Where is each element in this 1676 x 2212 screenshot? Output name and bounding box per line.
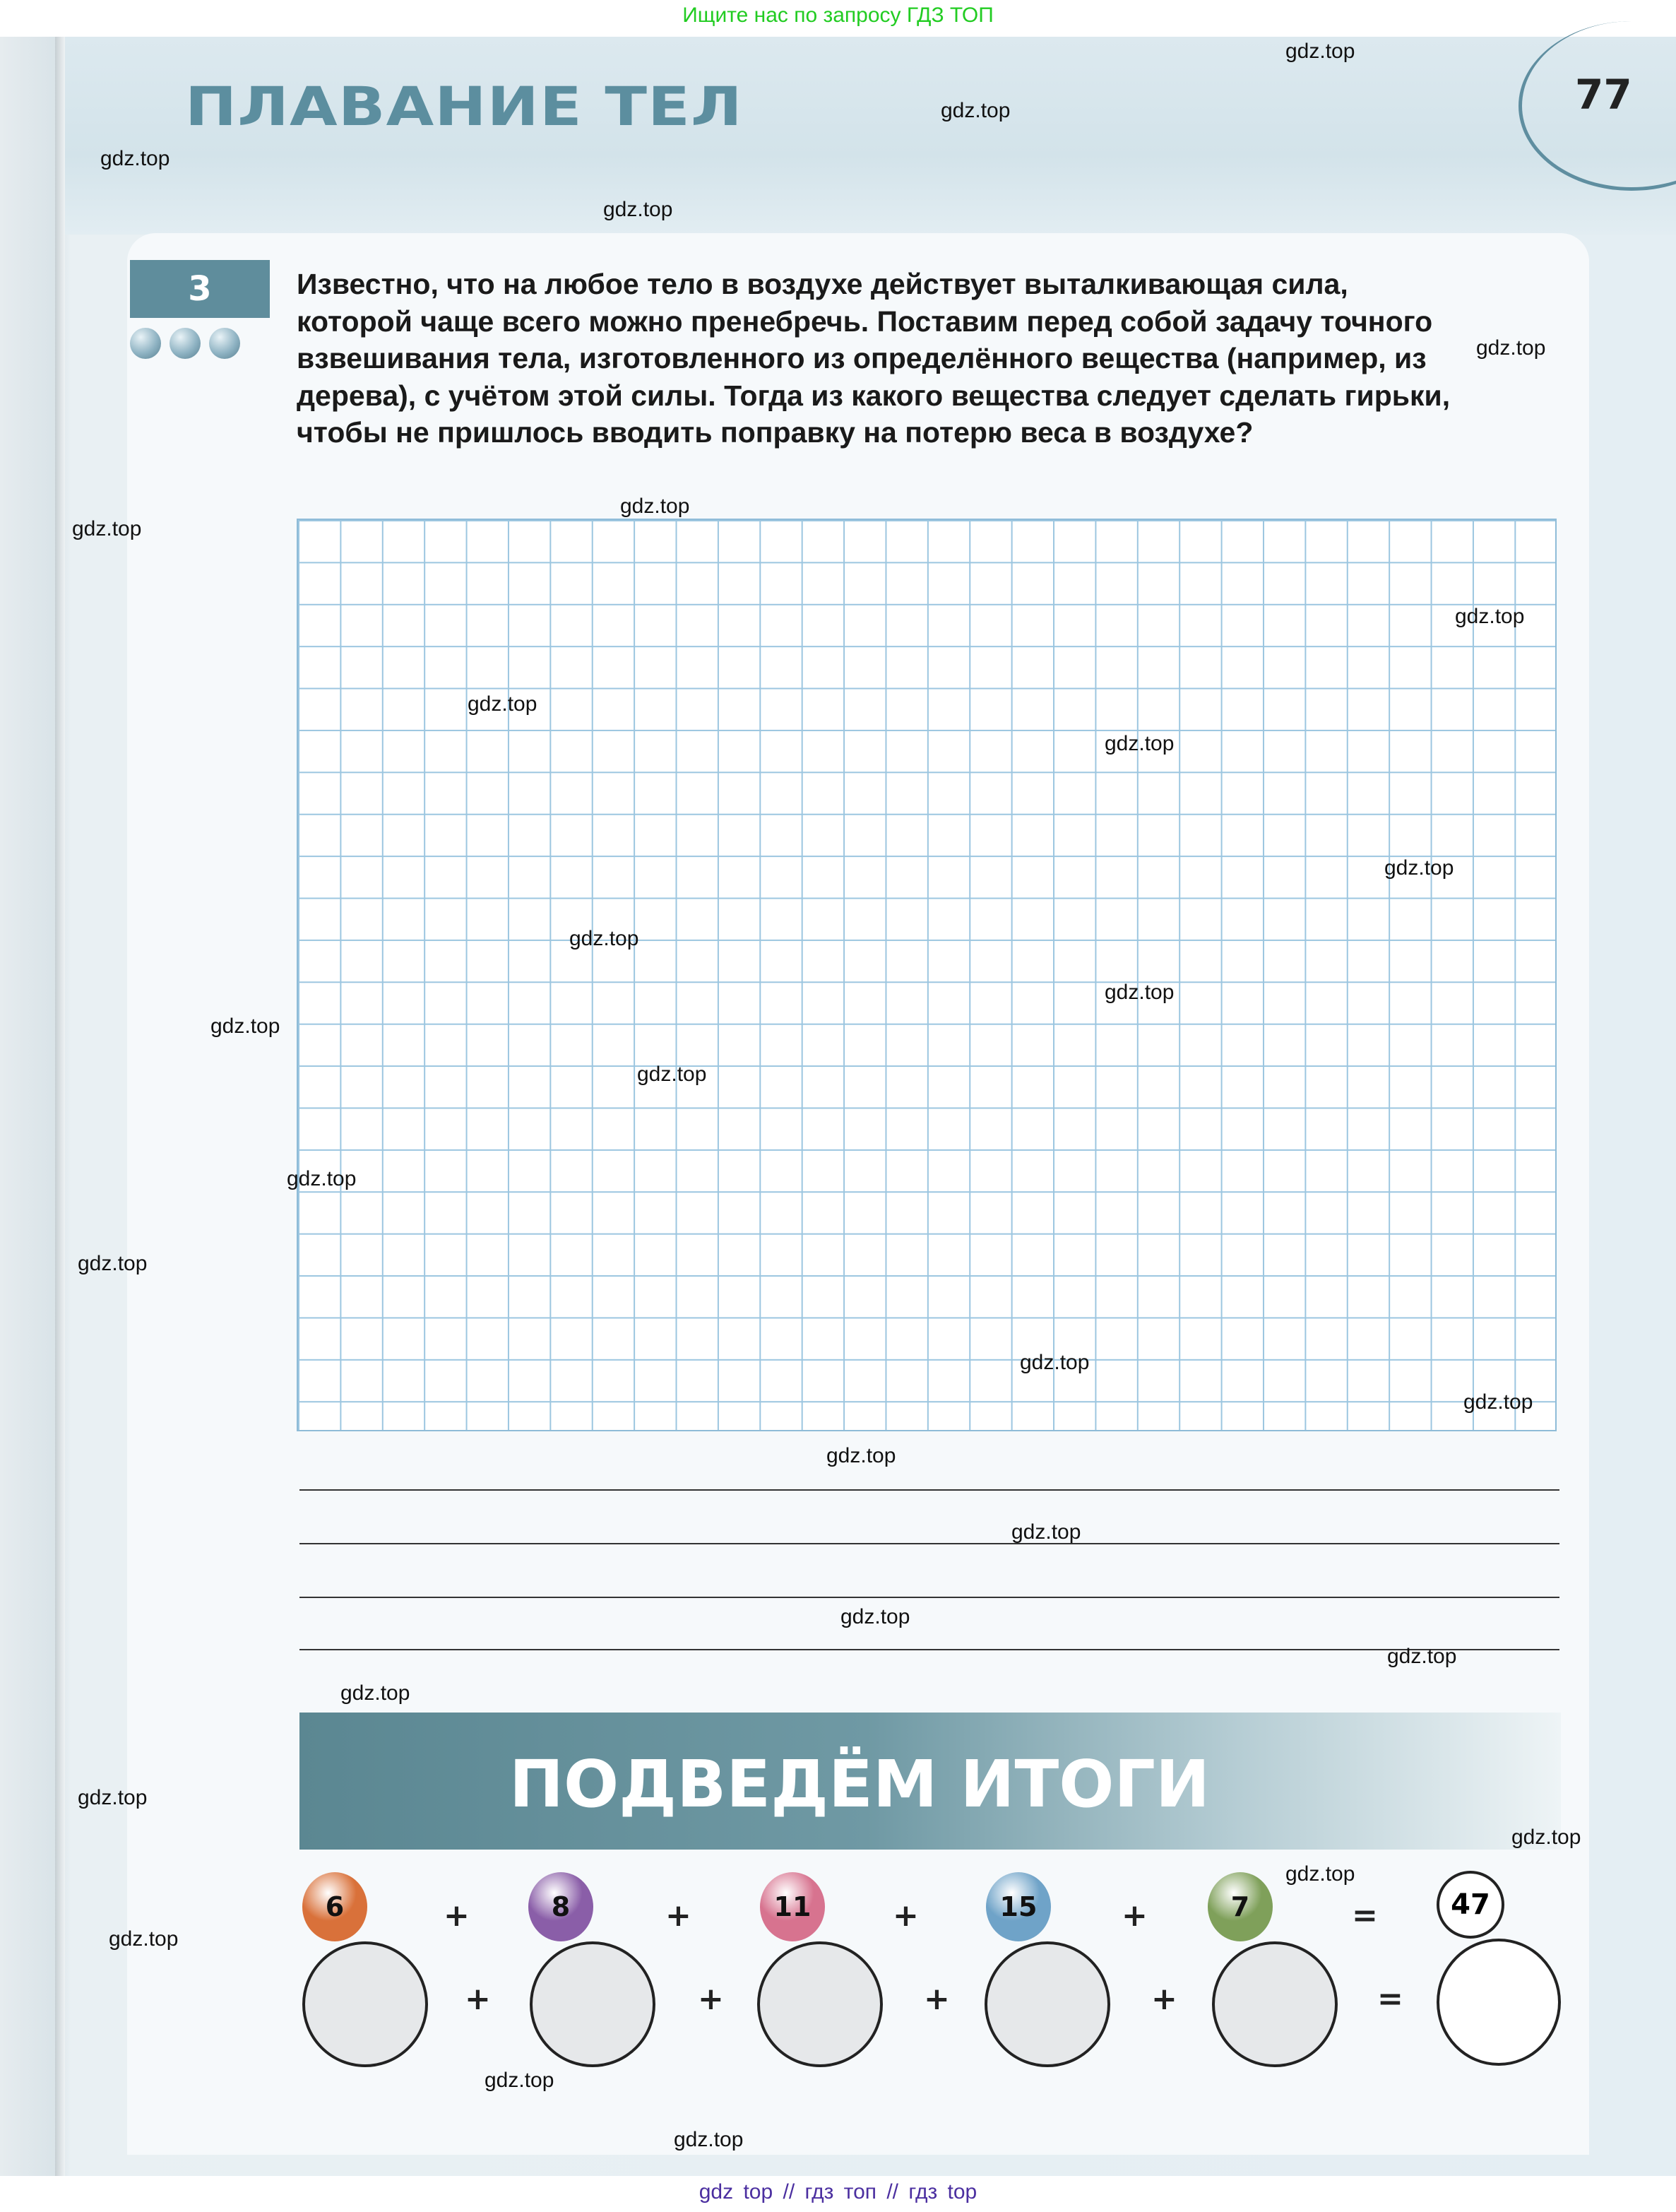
- score-ball: 7: [1208, 1872, 1273, 1941]
- plus-sign: +: [465, 1981, 491, 2017]
- footer-watermark: gdz top // гдз топ // гдз top: [0, 2176, 1676, 2212]
- plus-sign: +: [893, 1898, 919, 1934]
- plus-sign: +: [444, 1898, 470, 1934]
- answer-line[interactable]: [299, 1489, 1559, 1491]
- task-number-badge: 3: [130, 260, 270, 318]
- total-answer-circle[interactable]: [1437, 1939, 1561, 2066]
- score-ball: 11: [760, 1872, 825, 1941]
- watermark: gdz.top: [1285, 1862, 1355, 1886]
- watermark: gdz.top: [72, 517, 142, 540]
- watermark: gdz.top: [1105, 732, 1175, 755]
- search-hint-banner: Ищите нас по запросу ГДЗ ТОП: [0, 0, 1676, 37]
- answer-circle[interactable]: [757, 1941, 883, 2067]
- watermark: gdz.top: [109, 1927, 179, 1951]
- summary-banner: [299, 1713, 1561, 1850]
- watermark: gdz.top: [1020, 1351, 1090, 1374]
- plus-sign: +: [1151, 1981, 1177, 2017]
- score-ball: 6: [302, 1872, 367, 1941]
- book-spine: [55, 37, 65, 2176]
- watermark: gdz.top: [1463, 1390, 1533, 1414]
- watermark: gdz.top: [340, 1681, 410, 1705]
- answer-circle[interactable]: [302, 1941, 428, 2067]
- watermark: gdz.top: [603, 198, 673, 221]
- equals-sign: =: [1352, 1898, 1378, 1934]
- equals-sign: =: [1377, 1981, 1403, 2017]
- summary-title: ПОДВЕДЁМ ИТОГИ: [509, 1746, 1211, 1822]
- watermark: gdz.top: [620, 495, 690, 518]
- page-number: 77: [1575, 71, 1632, 119]
- answer-line[interactable]: [299, 1597, 1559, 1598]
- watermark: gdz.top: [569, 927, 639, 950]
- watermark: gdz.top: [100, 147, 170, 170]
- plus-sign: +: [665, 1898, 691, 1934]
- watermark: gdz.top: [941, 99, 1011, 122]
- watermark: gdz.top: [1105, 981, 1175, 1004]
- watermark: gdz.top: [674, 2128, 744, 2151]
- watermark: gdz.top: [826, 1444, 896, 1467]
- difficulty-ball-icon: [209, 328, 240, 359]
- watermark: gdz.top: [1011, 1520, 1081, 1544]
- plus-sign: +: [1122, 1898, 1148, 1934]
- watermark: gdz.top: [1285, 40, 1355, 63]
- plus-sign: +: [698, 1981, 724, 2017]
- watermark: gdz.top: [1384, 856, 1454, 880]
- watermark: gdz.top: [840, 1605, 910, 1628]
- watermark: gdz.top: [1455, 605, 1525, 628]
- plus-sign: +: [924, 1981, 950, 2017]
- answer-grid[interactable]: [297, 519, 1557, 1431]
- answer-circle[interactable]: [530, 1941, 655, 2067]
- difficulty-ball-icon: [130, 328, 161, 359]
- score-ball: 8: [528, 1872, 593, 1941]
- page-title: ПЛАВАНИЕ ТЕЛ: [185, 75, 743, 138]
- answer-circle[interactable]: [985, 1941, 1110, 2067]
- task-text: Известно, что на любое тело в воздухе действует выталкивающая сила, которой чаще всего можно пренебречь. Поставим перед собой задачу точного взвешивания тела, изготовленного из определённого вещества (например, из дерева), с учётом этой силы. Тогда из какого вещества следует сделать гирьки, чтобы не пришлось вводить поправку на потерю веса в воздухе?: [297, 268, 1451, 449]
- watermark: gdz.top: [1387, 1645, 1457, 1668]
- watermark: gdz.top: [468, 692, 537, 716]
- watermark: gdz.top: [1511, 1826, 1581, 1849]
- total-score: 47: [1437, 1871, 1504, 1939]
- watermark: gdz.top: [1476, 336, 1546, 360]
- difficulty-ball-icon: [170, 328, 201, 359]
- watermark: gdz.top: [78, 1786, 148, 1809]
- watermark: gdz.top: [485, 2069, 554, 2092]
- watermark: gdz.top: [637, 1063, 707, 1086]
- score-ball: 15: [986, 1872, 1051, 1941]
- watermark: gdz.top: [210, 1015, 280, 1038]
- answer-line[interactable]: [299, 1543, 1559, 1544]
- watermark: gdz.top: [287, 1167, 357, 1190]
- answer-line[interactable]: [299, 1649, 1559, 1650]
- watermark: gdz.top: [78, 1252, 148, 1275]
- answer-circle[interactable]: [1212, 1941, 1338, 2067]
